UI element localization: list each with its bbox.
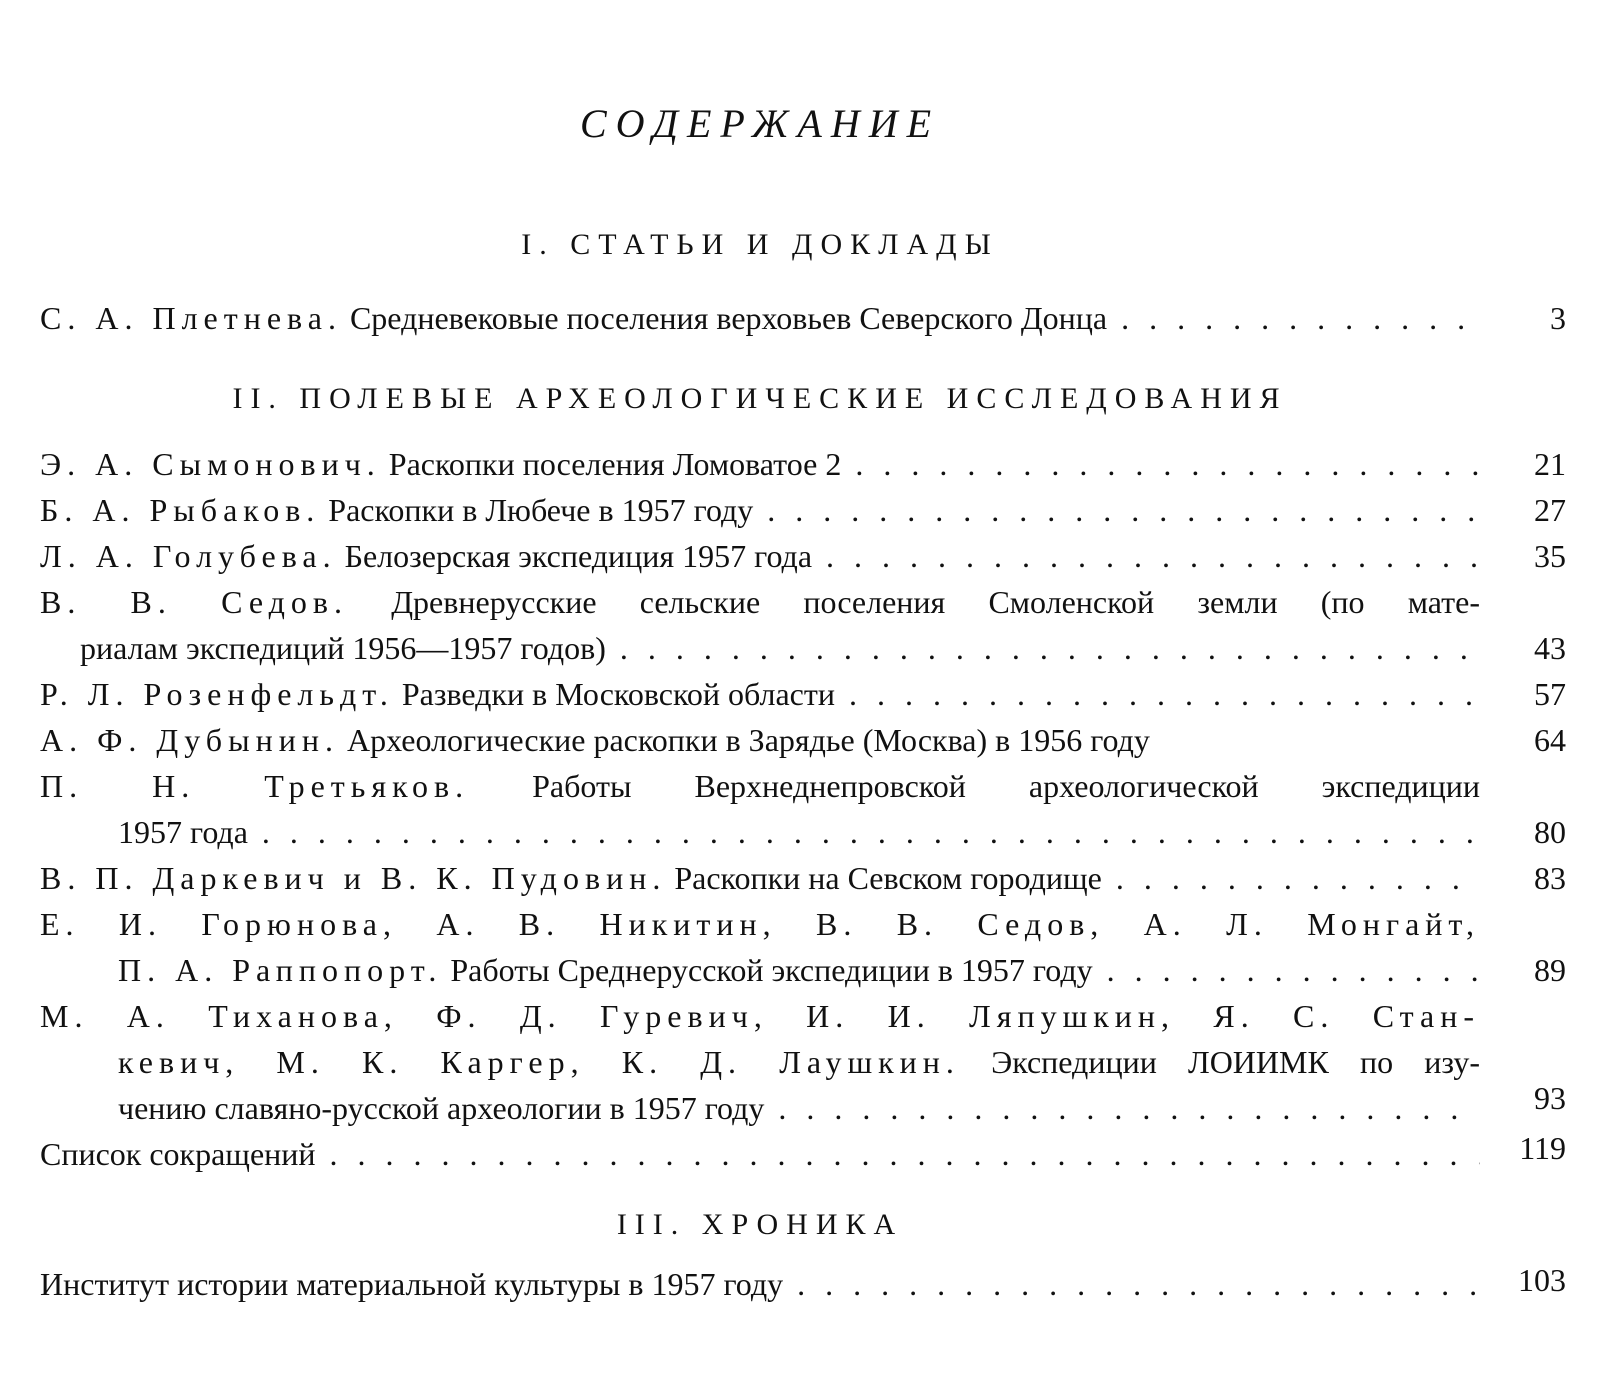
toc-entry-tikhanova-continued <box>118 1044 1480 1090</box>
entry-author-continued: П. А. Раппопорт. <box>118 952 443 988</box>
entry-title: Раскопки на Севском городище <box>666 860 1102 896</box>
toc-entry-tikhanova <box>40 998 1480 1044</box>
page-number: 27 <box>1534 492 1566 528</box>
page-number: 83 <box>1534 860 1566 896</box>
entry-title: Древнерусские сельские поселения Смоленской земли (по мате- <box>348 584 1480 620</box>
entry-title: Средневековые поселения верховьев Северского Донца <box>341 300 1108 336</box>
page-number: 64 <box>1534 722 1566 758</box>
page-number: 43 <box>1534 630 1566 666</box>
entry-author: А. Ф. Дубынин. <box>40 722 339 758</box>
toc-entry-rybakov <box>40 492 1480 538</box>
page-number: 21 <box>1534 446 1566 482</box>
page-title: СОДЕРЖАНИЕ <box>579 101 941 146</box>
toc-entry-dubynin <box>40 722 1480 768</box>
entry-title: Раскопки в Любече в 1957 году <box>320 492 754 528</box>
toc-entry-tretyakov-continued <box>118 814 1480 860</box>
entry-title: Археологические раскопки в Зарядье (Москва) в 1956 году <box>338 722 1150 758</box>
toc-entry-goryunova <box>40 906 1480 952</box>
entry-title: Список сокращений <box>40 1136 316 1172</box>
entry-author: С. А. Плетнева. <box>40 300 342 336</box>
entry-title: Экспедиции ЛОИИМК по изу- <box>959 1044 1480 1080</box>
entry-author: Р. Л. Розенфельдт. <box>40 676 394 712</box>
entry-author: Э. А. Сымонович. <box>40 446 381 482</box>
entry-author: В. В. Седов. <box>40 584 349 620</box>
page-number: 57 <box>1534 676 1566 712</box>
entry-title: Работы Верхнеднепровской археологической экспедиции <box>469 768 1480 804</box>
entry-title: Раскопки поселения Ломоватое 2 <box>380 446 842 482</box>
section-heading-3: III. ХРОНИКА <box>616 1208 904 1241</box>
toc-entry-darkevich <box>40 860 1480 906</box>
toc-entry-sedov-continued <box>80 630 1480 676</box>
toc-entry-tikhanova-continued-2 <box>118 1090 1480 1136</box>
entry-title: Институт истории материальной культуры в 1957 году <box>40 1266 784 1302</box>
toc-entry-symonovich <box>40 446 1480 492</box>
entry-title: Белозерская экспедиция 1957 года <box>336 538 813 574</box>
entry-author-continued: кевич, М. К. Каргер, К. Д. Лаушкин. <box>118 1044 960 1080</box>
toc-entry-goryunova-continued <box>118 952 1480 998</box>
entry-author: П. Н. Третьяков. <box>40 768 470 804</box>
page-number: 119 <box>1519 1130 1566 1166</box>
entry-author: Б. А. Рыбаков. <box>40 492 321 528</box>
toc-entry-pletneva <box>40 300 1480 346</box>
entry-author: М. А. Тиханова, Ф. Д. Гуревич, И. И. Ляпушкин, Я. С. Стан- <box>40 998 1480 1034</box>
entry-title-continued: риалам экспедиций 1956—1957 годов) <box>80 630 606 666</box>
toc-entry-sedov <box>40 584 1480 630</box>
section-heading-2: II. ПОЛЕВЫЕ АРХЕОЛОГИЧЕСКИЕ ИССЛЕДОВАНИЯ <box>232 382 1288 415</box>
toc-entry-tretyakov <box>40 768 1480 814</box>
section-heading-1: I. СТАТЬИ И ДОКЛАДЫ <box>521 228 999 261</box>
entry-title: Работы Среднерусской экспедиции в 1957 году <box>442 952 1093 988</box>
entry-title: Разведки в Московской области <box>393 676 835 712</box>
toc-entry-rozenfeldt <box>40 676 1480 722</box>
page-number: 80 <box>1534 814 1566 850</box>
entry-author: В. П. Даркевич и В. К. Пудовин. <box>40 860 667 896</box>
entry-author: Е. И. Горюнова, А. В. Никитин, В. В. Седов, А. Л. Монгайт, <box>40 906 1480 942</box>
toc-entry-institute <box>40 1266 1480 1312</box>
toc-entry-abbreviations <box>40 1136 1480 1182</box>
page-number: 3 <box>1550 300 1566 336</box>
entry-title-continued: чению славяно-русской археологии в 1957 году <box>118 1090 765 1126</box>
entry-title-continued: 1957 года <box>118 814 248 850</box>
entry-author: Л. А. Голубева. <box>40 538 337 574</box>
toc-entry-golubeva <box>40 538 1480 584</box>
page-number: 103 <box>1518 1262 1566 1298</box>
page-number: 35 <box>1534 538 1566 574</box>
page-number: 89 <box>1534 952 1566 988</box>
page-number: 93 <box>1534 1080 1566 1116</box>
